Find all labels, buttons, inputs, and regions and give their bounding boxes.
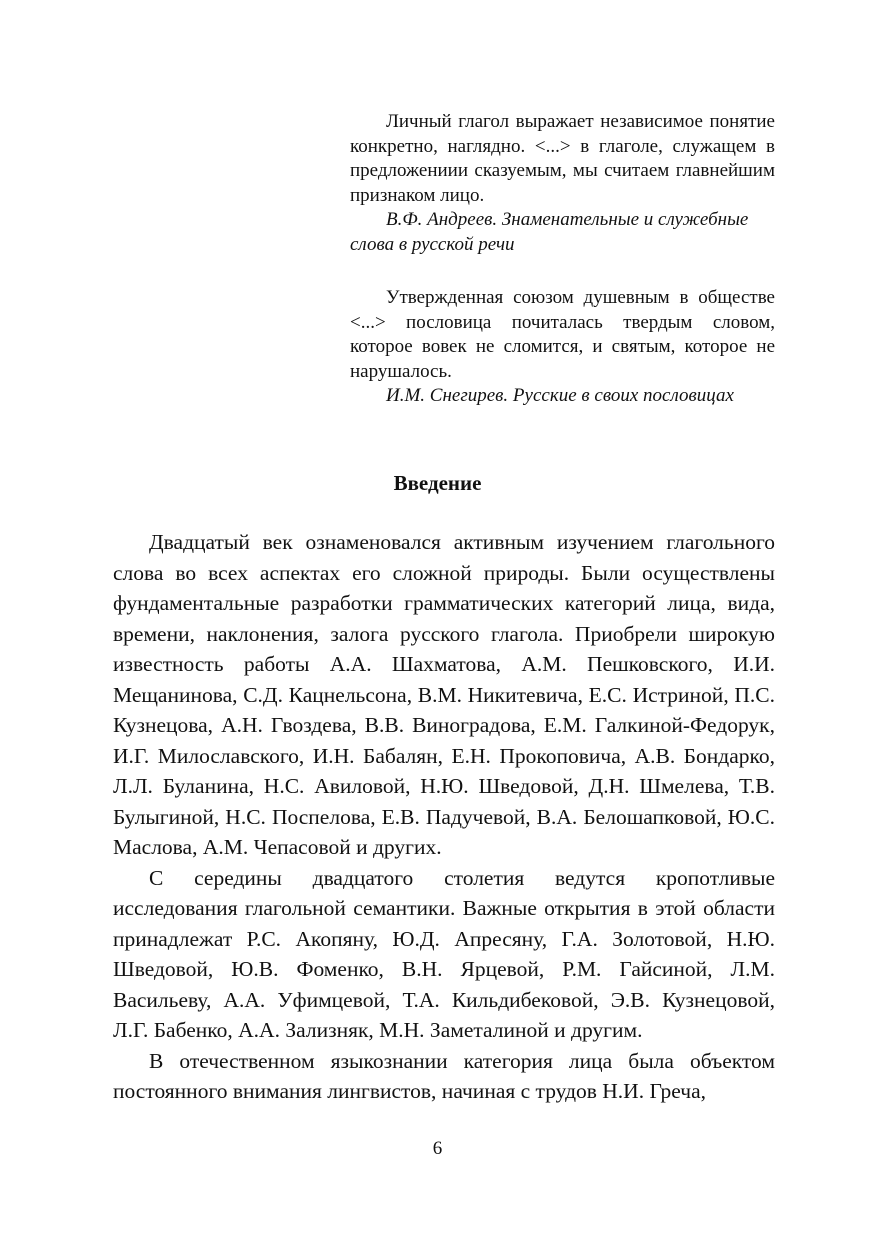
paragraph: С середины двадцатого столетия ведутся кропотливые исследования глагольной семантики. Важные открытия в этой области принадлежат Р.С. Акопяну, Ю.Д. Апресяну, Г.А. Золотовой, Н.Ю. Шведовой, Ю.В. Фоменко, В.Н. Ярцевой, Р.М. Гайсиной, Л.М. Васильеву, А.А. Уфимцевой, Т.А. Кильдибековой, Э.В. Кузнецовой, Л.Г. Бабенко, А.А. Зализняк, М.Н. Заметалиной и другим.: [113, 865, 775, 1042]
body-text: [113, 527, 775, 1107]
epigraph-quote: Утвержденная союзом душевным в обществе <...> пословица почиталась твердым словом, которое вовек не сломится, и святым, которое не нарушалось.: [350, 287, 775, 382]
epigraph-source: В.Ф. Андреев. Знаменательные и служебные слова в русской речи: [350, 209, 749, 255]
epigraph: [350, 286, 775, 409]
epigraph-quote: Личный глагол выражает независимое понятие конкретно, наглядно. <...> в глаголе, служащем в предложениии сказуемым, мы считаем главнейшим признаком лицо.: [350, 111, 775, 206]
paragraph: В отечественном языкознании категория лица была объектом постоянного внимания лингвистов, начиная с трудов Н.И. Греча,: [113, 1048, 775, 1103]
epigraph-source: И.М. Снегирев. Русские в своих пословицах: [386, 385, 734, 406]
paragraph: Двадцатый век ознаменовался активным изучением глагольного слова во всех аспектах его сложной природы. Были осуществлены фундаментальные разработки грамматических категорий лица, вида, времени, наклонения, залога русского глагола. Приобрели широкую известность работы А.А. Шахматова, А.М. Пешковского, И.И. Мещанинова, С.Д. Кацнельсона, В.М. Никитевича, Е.С. Истриной, П.С. Кузнецова, А.Н. Гвоздева, В.В. Виноградова, Е.М. Галкиной-Федорук, И.Г. Милославского, И.Н. Бабалян, Е.Н. Прокоповича, А.В. Бондарко, Л.Л. Буланина, Н.С. Авиловой, Н.Ю. Шведовой, Д.Н. Шмелева, Т.В. Булыгиной, Н.С. Поспелова, Е.В. Падучевой, В.А. Белошапковой, Ю.С. Маслова, А.М. Чепасовой и других.: [113, 530, 775, 859]
page-number: 6: [432, 1138, 443, 1159]
epigraph: [350, 110, 775, 257]
section-heading: Введение: [393, 471, 482, 495]
